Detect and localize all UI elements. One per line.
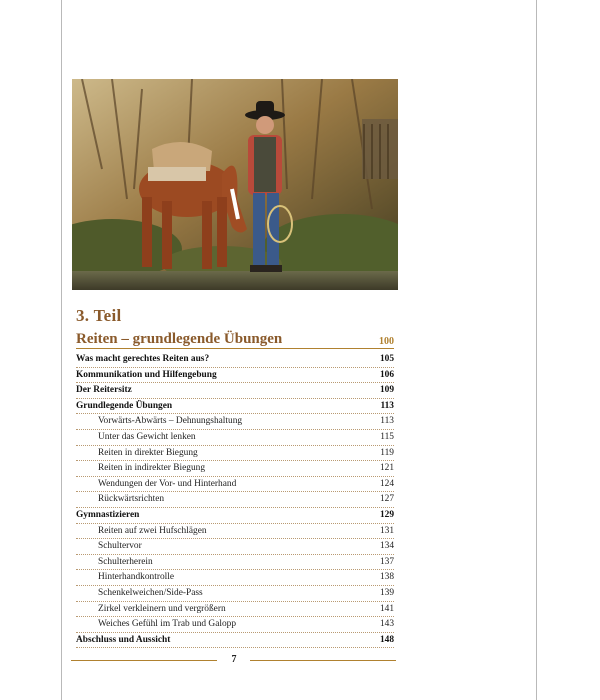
- toc-entry-title: Weiches Gefühl im Trab und Galopp: [98, 619, 237, 630]
- toc-entry-page: 131: [379, 525, 394, 536]
- toc-entry-title: Hinterhandkontrolle: [98, 572, 175, 583]
- toc-entry: [76, 524, 394, 540]
- toc-entry-title: Der Reitersitz: [76, 385, 132, 396]
- toc-entry-page: 139: [379, 587, 394, 598]
- toc-entry-page: 124: [379, 478, 394, 489]
- toc-entry-page: 106: [379, 369, 394, 380]
- toc-entry-title: Wendungen der Vor- und Hinterhand: [98, 478, 237, 489]
- toc-entry-page: 141: [379, 603, 394, 614]
- part-heading: 3. Teil: [76, 306, 122, 325]
- toc-entry: [76, 414, 394, 430]
- toc-entry: [76, 617, 394, 633]
- toc-entry-title: Reiten in direkter Biegung: [98, 447, 198, 458]
- toc-entry-page: 137: [379, 556, 394, 567]
- toc-entry-title: Reiten auf zwei Hufschlägen: [98, 525, 207, 536]
- toc-entry: [76, 570, 394, 586]
- toc-entry: [76, 446, 394, 462]
- toc-entry-page: 119: [380, 447, 394, 458]
- toc-entry-page: 121: [379, 463, 394, 474]
- toc-entry: [76, 539, 394, 555]
- toc-entry: [76, 368, 394, 384]
- toc-entry-title: Schulterherein: [98, 556, 153, 567]
- toc-entry: [76, 430, 394, 446]
- toc-entry-title: Gymnastizieren: [76, 509, 140, 520]
- toc-entry-page: 143: [379, 619, 394, 630]
- toc-entry-title: Kommunikation und Hilfengebung: [76, 369, 217, 380]
- section-rule: [76, 348, 394, 349]
- section-page-number: 100: [379, 336, 394, 347]
- toc-entry-title: Schultervor: [98, 541, 142, 552]
- toc-entry-title: Was macht gerechtes Reiten aus?: [76, 354, 210, 364]
- cover-photo-horse-and-rider: [72, 79, 398, 290]
- toc-entry: [76, 508, 394, 524]
- toc-entry-title: Abschluss und Aussicht: [76, 634, 171, 645]
- toc-entry: [76, 633, 394, 649]
- toc-entry: [76, 477, 394, 493]
- toc-entry-page: 134: [379, 541, 394, 552]
- toc-entry: [76, 399, 394, 415]
- footer-rule-left: [71, 660, 217, 661]
- toc-entry-title: Vorwärts-Abwärts – Dehnungshaltung: [98, 416, 243, 427]
- toc-entry: [76, 586, 394, 602]
- toc-entry: [76, 461, 394, 477]
- toc-entry-title: Zirkel verkleinern und vergrößern: [98, 603, 226, 614]
- toc-entry-page: 113: [380, 416, 394, 427]
- page-number: 7: [231, 654, 237, 665]
- toc-entry-page: 115: [380, 431, 394, 442]
- toc-entry: [76, 383, 394, 399]
- toc-entry-page: 129: [379, 509, 394, 520]
- toc-entry-page: 127: [379, 494, 394, 505]
- section-title: Reiten – grundlegende Übungen: [76, 331, 283, 347]
- toc-entry-page: 105: [379, 354, 394, 364]
- toc-entry-title: Reiten in indirekter Biegung: [98, 463, 206, 474]
- toc-entry-page: 113: [380, 400, 394, 411]
- toc-entry-title: Schenkelweichen/Side-Pass: [98, 587, 203, 598]
- toc-entry-page: 148: [379, 634, 394, 645]
- toc-entry-page: 138: [379, 572, 394, 583]
- toc-entry-title: Unter das Gewicht lenken: [98, 431, 196, 442]
- table-of-contents: [76, 352, 394, 648]
- photo-illustration: [72, 79, 398, 290]
- toc-entry-page: 109: [379, 385, 394, 396]
- footer-rule-right: [250, 660, 396, 661]
- toc-entry-title: Grundlegende Übungen: [76, 400, 173, 411]
- toc-entry: [76, 555, 394, 571]
- toc-entry-title: Rückwärtsrichten: [98, 494, 165, 505]
- toc-entry: [76, 602, 394, 618]
- toc-entry: [76, 352, 394, 368]
- toc-entry: [76, 492, 394, 508]
